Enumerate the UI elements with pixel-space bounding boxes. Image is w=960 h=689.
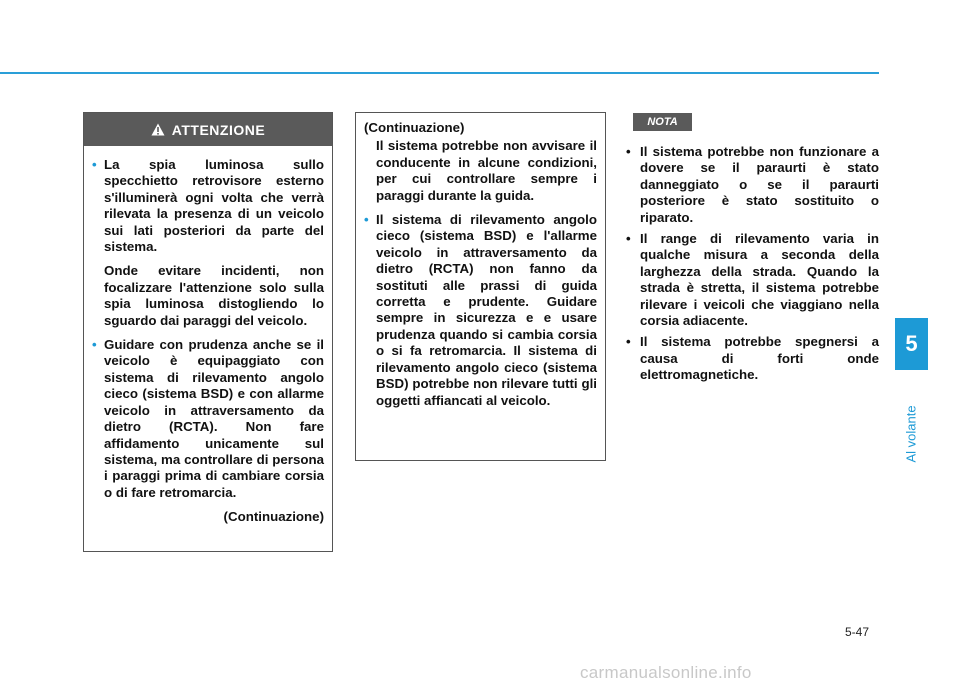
- note-item: [626, 231, 879, 329]
- warning-box: [83, 112, 333, 552]
- page-number: 5-47: [845, 625, 870, 639]
- continued-heading: (Continuazione): [364, 120, 465, 135]
- warning-item: [92, 157, 324, 255]
- continued-item-text: Il sistema di rilevamento angolo cieco (sistema BSD) e l'allarme veicolo in attraversamento da dietro (RCTA) non fanno da sostituti alle prassi di guida corretta e prudente. Guidare sempre in sicurezza e e usare prudenza quando si cambia corsia o si fa retromarcia. Il sistema di rilevamento angolo cieco (sistema BSD) potrebbe non rilevare tutti gli oggetti affiancati al veicolo.: [376, 212, 597, 408]
- bullet-icon: •: [626, 144, 631, 159]
- chapter-number: 5: [905, 331, 918, 356]
- warning-title: ATTENZIONE: [171, 121, 266, 138]
- warning-item-text: La spia luminosa sullo specchietto retrovisore esterno s'illuminerà ogni volta che verrà rilevata la presenza di un veicolo sui lati posteriori da parte del sistema.: [104, 157, 324, 255]
- warning-item-text: Guidare con prudenza anche se il veicolo è equipaggiato con sistema di rilevamento angolo cieco (sistema BSD) e con allarme veicolo in attraversamento da dietro (RCTA). Non fare affidamento unicamente sul sistema, ma controllare di persona i paraggi prima di cambiare corsia o di fare retromarcia.: [104, 337, 324, 500]
- chapter-tab[interactable]: [895, 318, 928, 370]
- bullet-icon: •: [626, 231, 631, 247]
- note-item: [626, 144, 879, 226]
- note-item: [626, 334, 879, 383]
- bullet-icon: •: [364, 212, 369, 228]
- bullet-icon: •: [92, 337, 97, 353]
- continued-content: [356, 113, 605, 409]
- continued-intro: Il sistema potrebbe non avvisare il conducente in alcune condizioni, per cui controllare sempre i paraggi durante la guida.: [376, 138, 597, 203]
- continued-box: [355, 112, 606, 461]
- note-label: NOTA: [647, 116, 678, 128]
- warning-item-extra: Onde evitare incidenti, non focalizzare l'attenzione solo sulla spia luminosa distogliendo lo sguardo dai paraggi del veicolo.: [104, 263, 324, 328]
- top-rule: [0, 72, 879, 74]
- note-item-text: Il sistema potrebbe spegnersi a causa di forti onde elettromagnetiche.: [640, 334, 879, 383]
- continued-item: [364, 212, 597, 409]
- warning-triangle-icon: [151, 123, 165, 136]
- watermark[interactable]: carmanualsonline.info: [580, 663, 752, 682]
- warning-item: [92, 337, 324, 501]
- note-item-text: Il range di rilevamento varia in qualche misura a seconda della larghezza della strada. Quando la strada è stretta, il sistema potrebbe rilevare i veicoli che viaggiano nella corsia adiacente.: [640, 231, 879, 329]
- note-item-text: Il sistema potrebbe non funzionare a dovere se il paraurti è stato danneggiato o se il paraurti posteriore è stato sostituito o riparato.: [640, 144, 879, 225]
- warning-content: [84, 146, 332, 526]
- note-badge: [633, 113, 692, 131]
- note-list: [626, 144, 879, 389]
- bullet-icon: •: [92, 157, 97, 172]
- bullet-icon: •: [626, 334, 631, 350]
- warning-header: [84, 113, 332, 146]
- chapter-label: Al volante: [903, 405, 919, 463]
- continued-label: (Continuazione): [223, 509, 324, 525]
